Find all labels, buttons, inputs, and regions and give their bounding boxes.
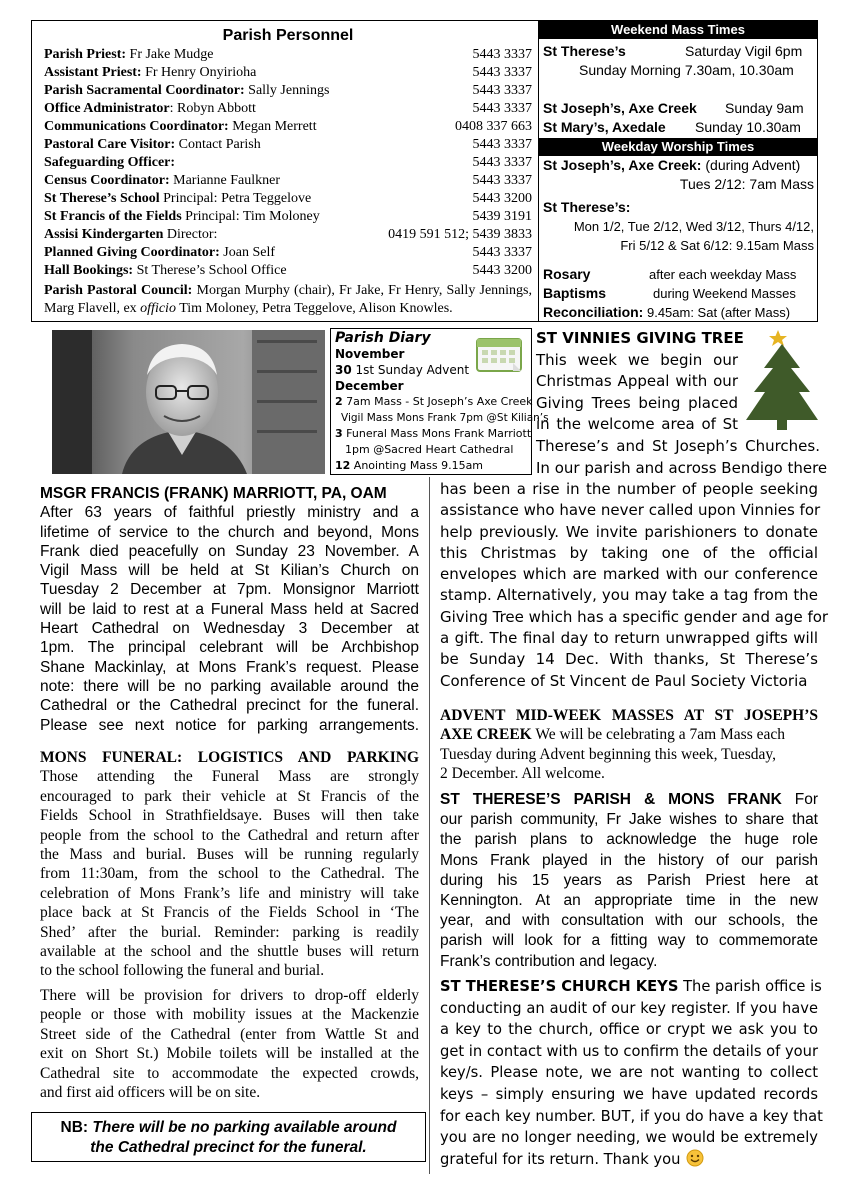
personnel-row: Hall Bookings: St Therese’s School Office 5443 3200 <box>44 263 532 278</box>
text-line: Vigil Mass will be held at St Kilian’s Church on <box>40 562 419 580</box>
st-joseph-mass: St Joseph’s, Axe Creek Sunday 9am <box>543 100 804 116</box>
funeral-body-2 <box>40 986 419 1102</box>
frank-title: MSGR FRANCIS (FRANK) MARRIOTT, PA, OAM <box>40 485 387 502</box>
text-line: from 11:30am, from the school to the Cathedral. The <box>40 865 419 883</box>
text-line: Those attending the Funeral Mass are strongly <box>40 768 419 786</box>
frank-marriott-notice <box>40 484 419 735</box>
mass-times-box <box>538 20 818 322</box>
weekend-mass-title: Weekend Mass Times <box>539 21 817 39</box>
text-line: place back at St Francis of the Fields School in ‘The <box>40 904 419 922</box>
personnel-row: Communications Coordinator: Megan Merrett 0408 337 663 <box>44 119 532 134</box>
personnel-list <box>44 46 532 280</box>
personnel-row: Planned Giving Coordinator: Joan Self 5443 3337 <box>44 245 532 260</box>
text-line: the parish plans to acknowledge the huge role <box>440 831 818 849</box>
pastoral-council: Parish Pastoral Council: Morgan Murphy (chair), Fr Jake, Fr Henry, Sally Jennings, Marg Flavell, ex officio Tim Moloney, Petra Teggelove, Alison Knowles. <box>44 283 532 316</box>
text-line: our parish community, Fr Jake wishes to share that <box>440 811 818 829</box>
st-mary-mass: St Mary’s, Axedale Sunday 10.30am <box>543 119 801 135</box>
rosary-row: Rosary after each weekday Mass <box>543 266 797 282</box>
text-line: lifetime of service to the church and beyond, Mons <box>40 523 419 541</box>
text-line: encouraged to park their vehicle at St Francis of the <box>40 787 419 805</box>
text-line: celebration of Mons Frank’s life and ministry will take <box>40 884 419 902</box>
funeral-title: MONS FUNERAL: LOGISTICS AND PARKING <box>40 749 419 766</box>
priest-photo <box>52 330 325 474</box>
text-line: and first aid officers will be on site. <box>40 1083 261 1101</box>
weekday-worship-title: Weekday Worship Times <box>539 138 817 156</box>
text-line: Giving Tree which has a specific gender and age for <box>440 607 829 626</box>
text-line: get in contact with us to confirm the details of your <box>440 1042 818 1060</box>
funeral-logistics-notice <box>40 748 419 1102</box>
baptisms-row: Baptisms during Weekend Masses <box>543 285 796 301</box>
text-line: in the welcome area of St <box>536 415 738 434</box>
christmas-tree-icon <box>744 328 820 432</box>
personnel-row: St Therese’s School Principal: Petra Teggelove 5443 3200 <box>44 191 532 206</box>
diary-entry: 12 Anointing Mass 9.15am <box>335 459 484 472</box>
personnel-row: Assistant Priest: Fr Henry Onyirioha 5443 3337 <box>44 65 532 80</box>
text-line: Shed’ after the burial. Reminder: parking is readily <box>40 923 419 941</box>
portrait-illustration <box>52 330 325 474</box>
text-line: the Mass and burial. Buses will be running regularly <box>40 846 419 864</box>
parish-diary-box <box>330 328 549 475</box>
text-line: assistance who have never called upon Vinnies for <box>440 501 821 520</box>
diary-month-november: November <box>335 347 405 361</box>
personnel-row: Pastoral Care Visitor: Contact Parish 5443 3337 <box>44 137 532 152</box>
reconciliation-row: Reconciliation: 9.45am: Sat (after Mass) <box>543 304 791 320</box>
text-line: keys – simply ensuring we have updated records <box>440 1085 818 1103</box>
text-line: people or those with mobility issues at the Mackenzie <box>40 1006 419 1024</box>
text-line: grateful for its return. Thank you <box>440 1150 681 1168</box>
text-line: exit on Short St.) Mobile toilets will be installed at the <box>40 1045 419 1063</box>
text-line: be Sunday 14 Dec. With thanks, St Therese’s <box>440 650 818 669</box>
st-therese-mass: St Therese’s Saturday Vigil 6pm <box>543 43 803 59</box>
text-line: this Christmas by taking one of the official <box>440 543 818 562</box>
personnel-title: Parish Personnel <box>222 27 354 44</box>
personnel-row: St Francis of the Fields Principal: Tim Moloney 5439 3191 <box>44 209 532 224</box>
funeral-body <box>40 767 419 980</box>
text-line: envelopes which are marked with our conference <box>440 565 818 584</box>
diary-entry: 3 Funeral Mass Mons Frank Marriott <box>335 427 532 440</box>
text-line: Frank died peacefully on Sunday 23 November. A <box>40 542 419 560</box>
diary-entry: 2 7am Mass - St Joseph’s Axe Creek <box>335 395 533 408</box>
text-line: Giving Trees being placed <box>536 393 738 412</box>
text-line: year, and with consultation with our schools, the <box>440 912 818 930</box>
text-line: during his 15 years as Parish Priest here at <box>440 871 818 889</box>
text-line: conducting an audit of our key register. If you have <box>440 999 818 1017</box>
text-line: Therese’s and St Joseph’s Churches. <box>536 436 820 455</box>
calendar-icon <box>473 335 527 375</box>
text-line: Mons Frank played in the history of our parish <box>440 851 818 869</box>
text-line: This week we begin our <box>536 350 738 369</box>
text-line: Frank’s contribution and legacy. <box>440 952 658 970</box>
personnel-row: Parish Sacramental Coordinator: Sally Jennings 5443 3337 <box>44 83 532 98</box>
text-line: Street side of the Cathedral (enter from Wattle St and <box>40 1025 419 1043</box>
personnel-row: Parish Priest: Fr Jake Mudge 5443 3337 <box>44 47 532 62</box>
personnel-row: Assisi Kindergarten Director: 0419 591 512; 5439 3833 <box>44 227 532 242</box>
diary-entry-cont: 1pm @Sacred Heart Cathedral <box>345 443 514 456</box>
text-line: a key to the church, office or crypt we ask you to <box>440 1021 818 1039</box>
text-line: parish will look for a fitting way to commemorate <box>440 932 818 950</box>
diary-title: Parish Diary <box>335 330 431 346</box>
text-line: available at the school and the shuttle buses will return <box>40 943 419 961</box>
text-line: In our parish and across Bendigo there <box>536 458 828 477</box>
text-line: stamp. Alternatively, you may take a tag from the <box>440 586 818 605</box>
weekday-st-joseph-time: Tues 2/12: 7am Mass <box>679 176 814 192</box>
keys-body <box>440 998 823 1171</box>
weekday-st-therese: St Therese’s: <box>543 199 631 215</box>
vinnies-body <box>440 479 829 692</box>
text-line: you are no longer needing, we would be extremely <box>440 1129 818 1147</box>
advent-masses-notice: ADVENT MID-WEEK MASSES AT ST JOSEPH’S AXE CREEK We will be celebrating a 7am Mass each Tuesday during Advent beginning this week, Tuesday, 2 December. All welcome. <box>440 707 818 783</box>
text-line: key/s. Please note, we are not wanting to collect <box>440 1064 818 1082</box>
text-line: Please see next notice for parking arrangements. <box>40 716 419 734</box>
frank-body <box>40 503 419 735</box>
text-line: a gift. The final day to return unwrapped gifts will <box>440 629 818 648</box>
text-line: Heart Cathedral on Wednesday 3 December at <box>40 620 419 638</box>
text-line: Cathedral or the Cathedral precinct for the funeral. <box>40 697 419 715</box>
text-line: has been a rise in the number of people seeking <box>440 480 818 498</box>
personnel-row: Office Administrator: Robyn Abbott 5443 3337 <box>44 101 532 116</box>
weekday-st-joseph: St Joseph’s, Axe Creek: (during Advent) <box>543 157 801 173</box>
text-line: people from the school to the Cathedral and return after <box>40 826 419 844</box>
weekday-st-therese-days: Mon 1/2, Tue 2/12, Wed 3/12, Thurs 4/12, <box>573 219 814 234</box>
text-line: 1pm. The principal celebrant will be Archbishop <box>40 639 419 657</box>
text-line: will be laid to rest at a Funeral Mass held at Sacred <box>40 600 419 618</box>
text-line: Fields School in Strathfieldsaye. Buses will then take <box>40 807 419 825</box>
smiley-icon <box>686 1149 704 1167</box>
diary-month-december: December <box>335 379 404 393</box>
parish-personnel-box <box>31 20 539 322</box>
text-line: There will be provision for drivers to drop-off elderly <box>40 986 419 1004</box>
church-keys-notice: ST THERESE’S CHURCH KEYS The parish office is conducting an audit of our key register. If you have a key to the church, office or crypt we ask you to get in contact with us to confirm the details of your key/s. Please note, we are not wanting to collect keys – simply ensuring we have updated records for each key number. BUT, if you do have a key that you are no longer needing, we would be extremely grateful for its return. Thank you <box>440 976 818 1170</box>
text-line: for each key number. BUT, if you do have a key that <box>440 1107 823 1125</box>
weekday-st-therese-days-2: Fri 5/12 & Sat 6/12: 9.15am Mass <box>620 238 814 253</box>
text-line: Kennington. At an appropriate time in the new <box>440 892 818 910</box>
vinnies-title: ST VINNIES GIVING TREE <box>536 329 744 347</box>
text-line: Tuesday 2 December at 7pm. Monsignor Marriott <box>40 581 419 599</box>
diary-entry-cont: Vigil Mass Mons Frank 7pm @St Kilian’s <box>341 412 549 424</box>
text-line: Shane Mackinlay, at Mons Frank’s request. Please <box>40 658 419 676</box>
text-line: Christmas Appeal with our <box>536 372 738 391</box>
st-therese-sunday: Sunday Morning 7.30am, 10.30am <box>579 62 794 78</box>
text-line: Conference of St Vincent de Paul Society Victoria <box>440 671 808 690</box>
personnel-row: Census Coordinator: Marianne Faulkner 5443 3337 <box>44 173 532 188</box>
text-line: to the school following the funeral and burial. <box>40 962 325 980</box>
column-divider <box>429 477 430 1174</box>
diary-entry: 30 1st Sunday Advent <box>335 363 470 377</box>
text-line: After 63 years of faithful priestly ministry and a <box>40 504 419 522</box>
no-parking-notice: NB: There will be no parking available around the Cathedral precinct for the funeral. <box>31 1112 426 1162</box>
text-line: note: there will be no parking available around the <box>40 677 419 695</box>
therese-mons-frank-notice: ST THERESE’S PARISH & MONS FRANK For our parish community, Fr Jake wishes to share that the parish plans to acknowledge the huge role Mons Frank played in the history of our parish during his 15 years as Parish Priest here at Kennington. At an appropriate time in the new year, and with consultation with our schools, the parish will look for a fitting way to commemorate Frank’s contribution and legacy. <box>440 790 818 972</box>
text-line: Cathedral site to accommodate the expected crowds, <box>40 1064 419 1082</box>
personnel-row: Safeguarding Officer: 5443 3337 <box>44 155 532 170</box>
therese-body <box>440 810 818 972</box>
text-line: help previously. We invite parishioners to donate <box>440 522 818 541</box>
